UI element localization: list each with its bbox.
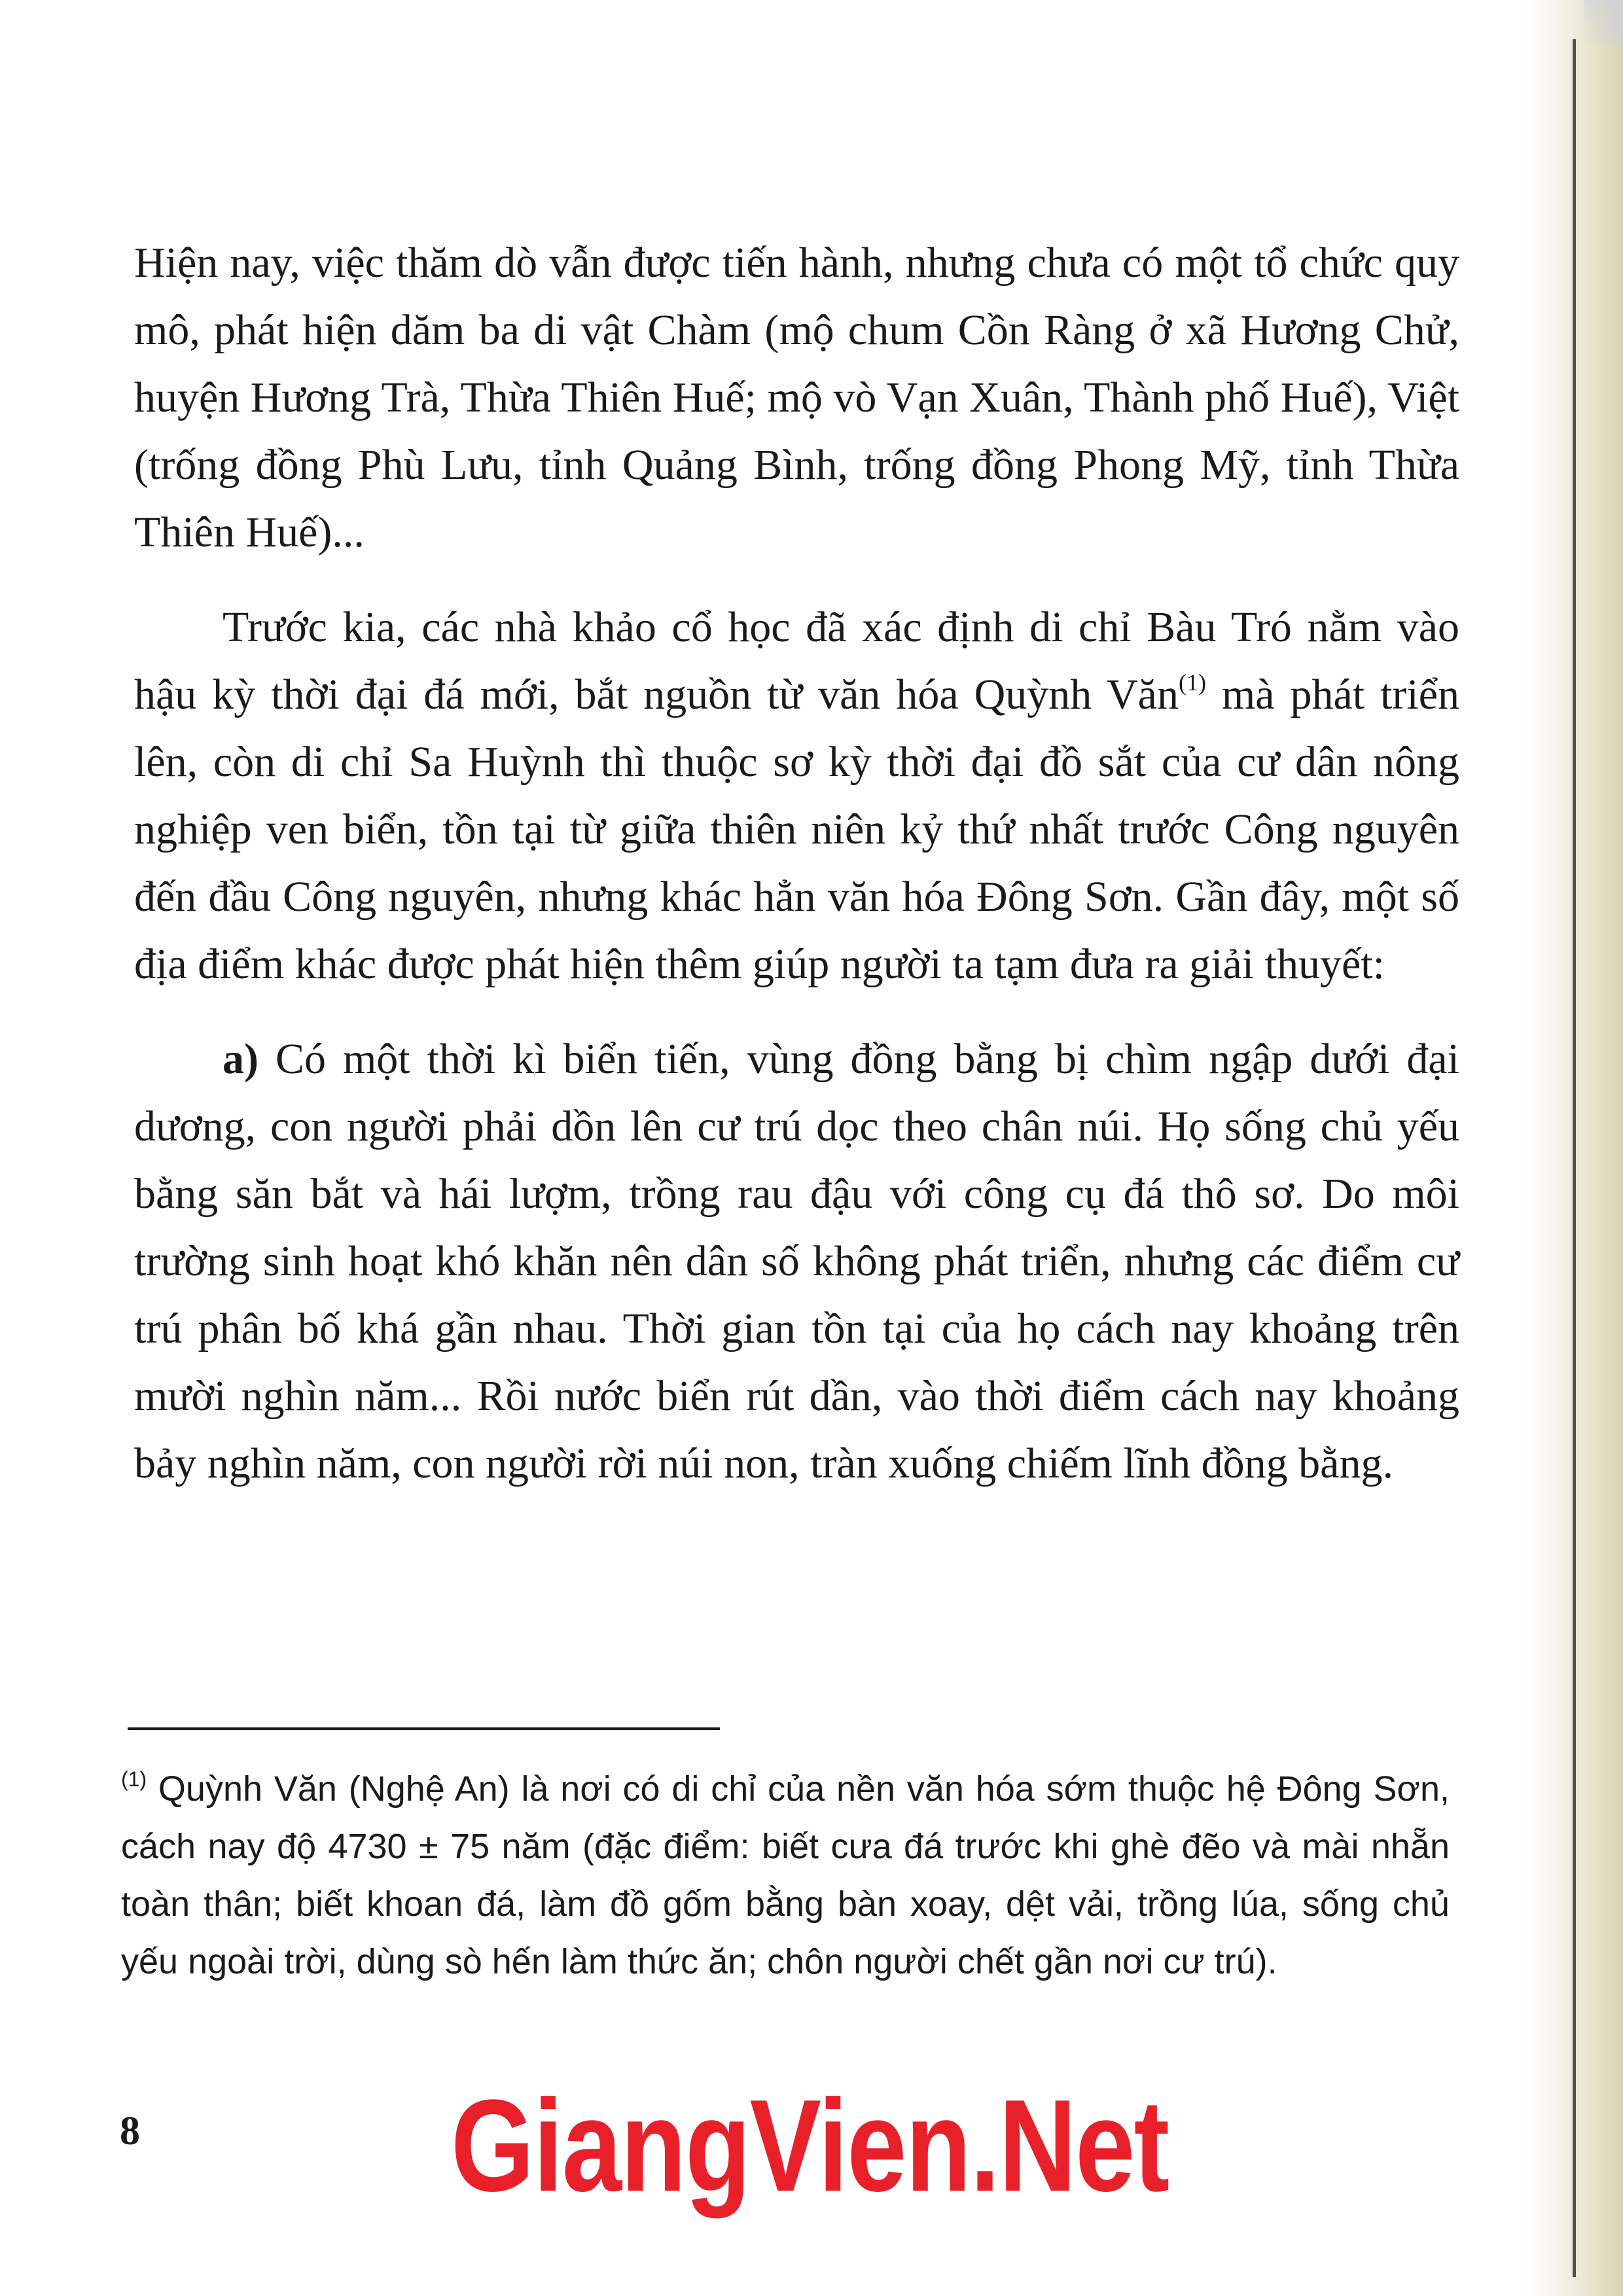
paragraph-3 <box>134 1025 1459 1497</box>
footnote-text: Quỳnh Văn (Nghệ An) là nơi có di chỉ của nền văn hóa sớm thuộc hệ Đông Sơn, cách nay độ 4730 ± 75 năm (đặc điểm: biết cưa đá trước khi ghè đẽo và mài nhẵn toàn thân; biết khoan đá, làm đồ gốm bằng bàn xoay, dệt vải, trồng lúa, sống chủ yếu ngoài trời, dùng sò hến làm thức ăn; chôn người chết gần nơi cư trú). <box>121 1769 1450 1981</box>
watermark-logo: GiangVien.Net <box>451 2073 1169 2219</box>
paragraph-3-text: Có một thời kì biển tiến, vùng đồng bằng bị chìm ngập dưới đại dương, con người phải dồn lên cư trú dọc theo chân núi. Họ sống chủ yếu bằng săn bắt và hái lượm, trồng rau đậu với công cụ đá thô sơ. Do môi trường sinh hoạt khó khăn nên dân số không phát triển, nhưng các điểm cư trú phân bố khá gần nhau. Thời gian tồn tại của họ cách nay khoảng trên mười nghìn năm... Rồi nước biển rút dần, vào thời điểm cách nay khoảng bảy nghìn năm, con người rời núi non, tràn xuống chiếm lĩnh đồng bằng. <box>134 1035 1459 1487</box>
paragraph-2-text-end: mà phát triển lên, còn di chỉ Sa Huỳnh thì thuộc sơ kỳ thời đại đồ sắt của cư dân nông nghiệp ven biển, tồn tại từ giữa thiên niên kỷ thứ nhất trước Công nguyên đến đầu Công nguyên, nhưng khác hẳn văn hóa Đông Sơn. Gần đây, một số địa điểm khác được phát hiện thêm giúp người ta tạm đưa ra giải thuyết: <box>134 671 1459 988</box>
footnote-reference[interactable]: (1) <box>1178 669 1206 696</box>
body-text <box>134 229 1459 1525</box>
footnote-marker: (1) <box>121 1767 147 1791</box>
page-number: 8 <box>120 2109 140 2153</box>
paragraph-1-text: Hiện nay, việc thăm dò vẫn được tiến hành, nhưng chưa có một tổ chức quy mô, phát hiện dăm ba di vật Chàm (mộ chum Cồn Ràng ở xã Hương Chử, huyện Hương Trà, Thừa Thiên Huế; mộ vò Vạn Xuân, Thành phố Huế), Việt (trống đồng Phù Lưu, tỉnh Quảng Bình, trống đồng Phong Mỹ, tỉnh Thừa Thiên Huế)... <box>134 239 1459 556</box>
footnote-separator <box>128 1727 720 1730</box>
page-edge-line <box>1573 39 1576 2277</box>
paragraph-1 <box>134 229 1459 566</box>
page-corner <box>1584 0 1623 46</box>
paragraph-2-text-start: Trước kia, các nhà khảo cổ học đã xác định di chỉ Bàu Tró nằm vào hậu kỳ thời đại đá mới, bắt nguồn từ văn hóa Quỳnh Văn <box>134 603 1459 718</box>
footnote <box>121 1760 1450 1990</box>
list-label-a: a) <box>223 1035 259 1083</box>
paragraph-2 <box>134 593 1459 998</box>
